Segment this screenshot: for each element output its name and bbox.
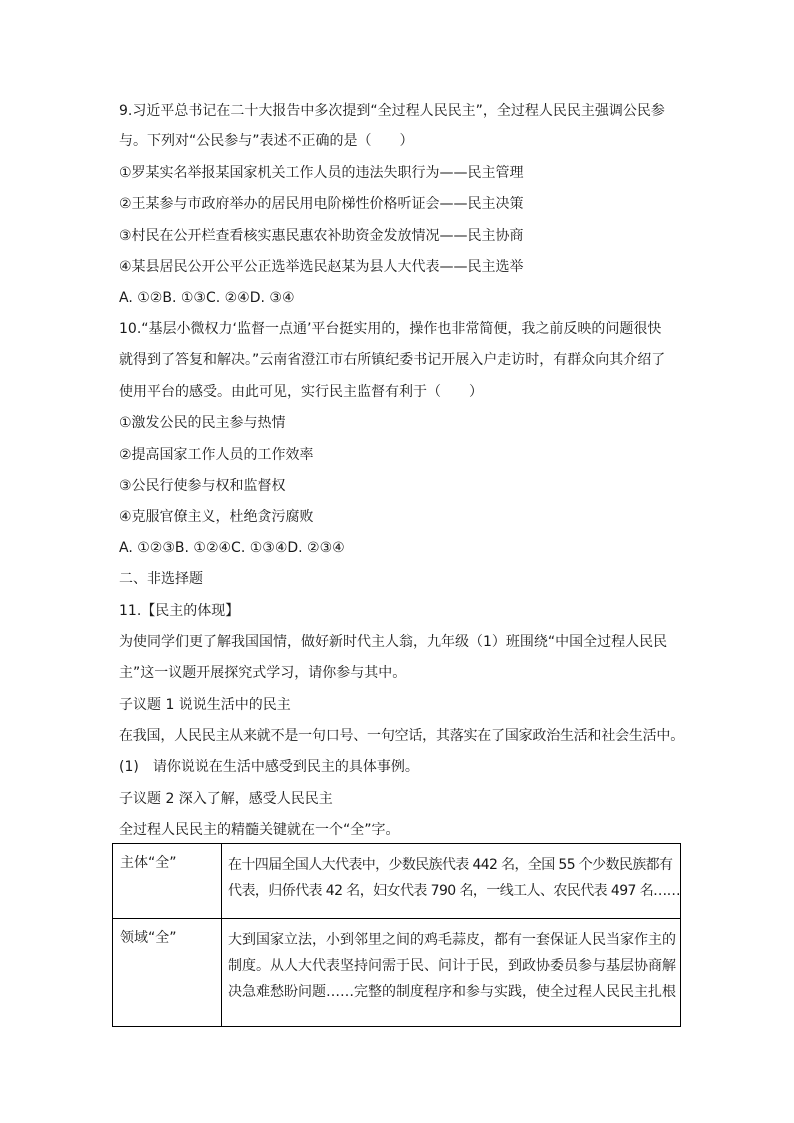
section-heading: 二、非选择题 bbox=[119, 571, 203, 587]
table-row-head: 领域“全” bbox=[113, 919, 222, 1027]
q10-answers: A. ①②③B. ①②④C. ①③④D. ②③④ bbox=[119, 540, 345, 556]
q9-option-1: ①罗某实名举报某国家机关工作人员的违法失职行为——民主管理 bbox=[119, 165, 524, 181]
table-cell-line: 代表，归侨代表 42 名，妇女代表 790 名，一线工人、农民代表 497 名…… bbox=[228, 883, 680, 899]
q11-intro-line1: 为使同学们更了解我国国情，做好新时代主人翁，九年级（1）班围绕“中国全过程人民民 bbox=[119, 634, 668, 650]
table-row-body bbox=[222, 844, 681, 919]
q9-stem-line1: 9.习近平总书记在二十大报告中多次提到“全过程人民民主”，全过程人民民主强调公民参 bbox=[119, 103, 665, 119]
q10-option-2: ②提高国家工作人员的工作效率 bbox=[119, 447, 314, 463]
q11-intro-line2: 主”这一议题开展探究式学习，请你参与其中。 bbox=[119, 665, 407, 681]
table-cell-line: 决急难愁盼问题……完整的制度程序和参与实践，使全过程人民民主扎根 bbox=[228, 984, 677, 1000]
table-row bbox=[113, 919, 681, 1027]
q9-stem-line2: 与。下列对“公民参与”表述不正确的是（ ） bbox=[119, 133, 414, 149]
q11-subtopic1-text: 在我国，人民民主从来就不是一句口号、一句空话，其落实在了国家政治生活和社会生活中。 bbox=[119, 728, 684, 744]
table-cell-line: 大到国家立法，小到邻里之间的鸡毛蒜皮，都有一套保证人民当家作主的 bbox=[228, 932, 677, 948]
q9-option-2: ②王某参与市政府举办的居民用电阶梯性价格听证会——民主决策 bbox=[119, 196, 524, 212]
table-row-head: 主体“全” bbox=[113, 844, 222, 919]
q11-subtopic1-title: 子议题 1 说说生活中的民主 bbox=[119, 697, 291, 713]
q10-option-3: ③公民行使参与权和监督权 bbox=[119, 478, 286, 494]
democracy-table bbox=[112, 843, 681, 1027]
q10-stem-line1: 10.“基层小微权力‘监督一点通’平台挺实用的，操作也非常简便，我之前反映的问题很快 bbox=[119, 321, 662, 337]
q9-option-3: ③村民在公开栏查看核实惠民惠农补助资金发放情况——民主协商 bbox=[119, 228, 524, 244]
table-row bbox=[113, 844, 681, 919]
q11-subtopic2-text: 全过程人民民主的精髓关键就在一个“全”字。 bbox=[119, 822, 400, 838]
q11-title: 11.【民主的体现】 bbox=[119, 603, 240, 619]
q10-stem-line3: 使用平台的感受。由此可见，实行民主监督有利于（ ） bbox=[119, 384, 483, 400]
table-cell-line: 在十四届全国人大代表中，少数民族代表 442 名，全国 55 个少数民族都有 bbox=[228, 857, 673, 873]
table-row-body bbox=[222, 919, 681, 1027]
q11-subtopic2-title: 子议题 2 深入了解，感受人民民主 bbox=[119, 791, 333, 807]
q9-answers: A. ①②B. ①③C. ②④D. ③④ bbox=[119, 290, 295, 306]
q10-option-4: ④克服官僚主义，杜绝贪污腐败 bbox=[119, 509, 314, 525]
q9-option-4: ④某县居民公开公平公正选举选民赵某为县人大代表——民主选举 bbox=[119, 259, 524, 275]
q10-option-1: ①激发公民的民主参与热情 bbox=[119, 415, 286, 431]
table-cell-line: 制度。从人大代表坚持问需于民、问计于民，到政协委员参与基层协商解 bbox=[228, 958, 677, 974]
q10-stem-line2: 就得到了答复和解决。”云南省澄江市右所镇纪委书记开展入户走访时，有群众向其介绍了 bbox=[119, 352, 666, 368]
q11-question1: (1) 请你说说在生活中感受到民主的具体事例。 bbox=[119, 759, 419, 775]
